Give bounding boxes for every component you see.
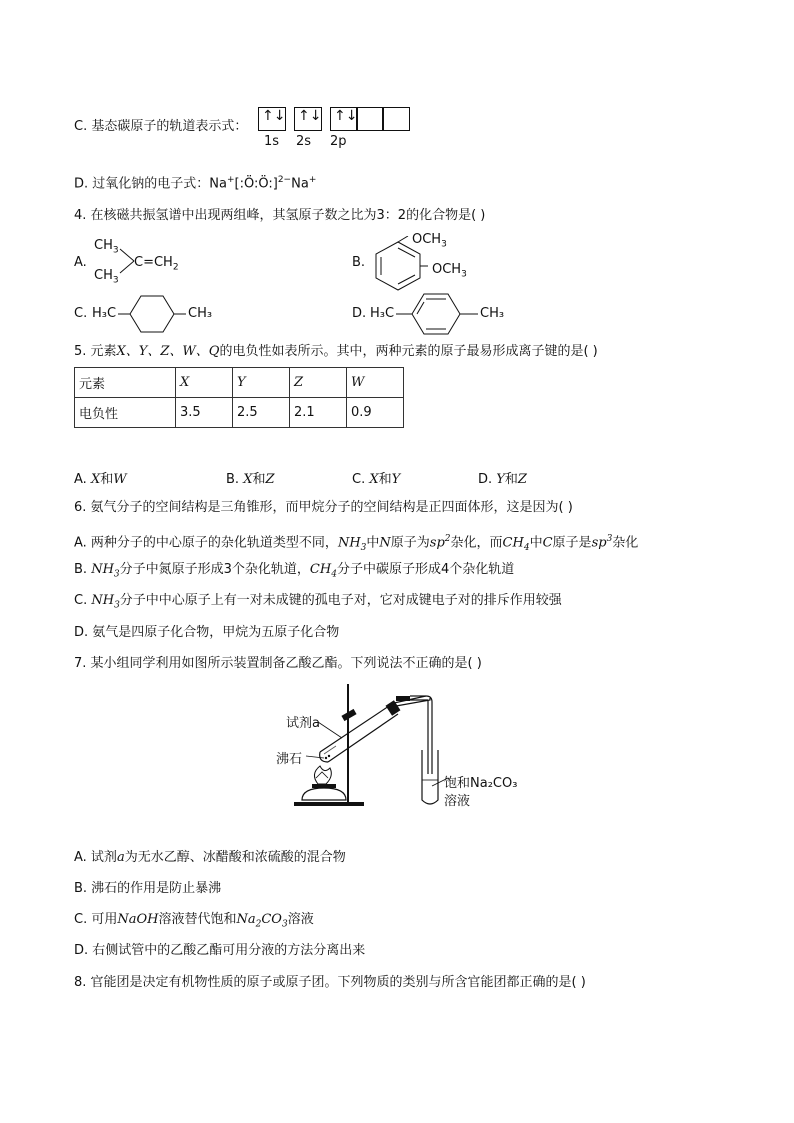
q4-c-cyclohexane-ring [118,292,186,338]
orbital-2s-arrows: ↑↓ [298,108,322,124]
q5-option-c: C. X和Y [352,472,401,487]
electronegativity-table [74,367,404,428]
table-header-cell: X [176,368,233,398]
figure-label-solution: 溶液 [444,794,471,809]
table-cell: 3.5 [176,398,233,428]
q4-d-right-methyl: CH₃ [480,306,505,321]
q6-option-b: B. $NH_3$分子中氮原子形成3个杂化轨道，$CH_4$分子中碳原子形成4个杂化轨道 [74,562,515,580]
orbital-label-2s: 2s [296,134,312,149]
q5-option-d: D. Y和Z [478,472,527,487]
table-cell: 2.1 [290,398,347,428]
q4-a-ch3-top: $CH_3$ [94,238,119,256]
figure-label-reagent-a: 试剂a [286,716,320,731]
q4-d-benzene-ring [396,290,480,338]
q4-option-a-letter: A. [74,255,87,270]
figure-label-boiling-stone: 沸石 [276,752,303,767]
q7-option-c: C. 可用NaOH溶液替代饱和$Na_2CO_3$溶液 [74,912,314,930]
q4-c-right-methyl: CH₃ [188,306,213,321]
q5-option-a: A. X和W [74,472,127,487]
orbital-1s-arrows: ↑↓ [262,108,286,124]
q8-stem: 8. 官能团是决定有机物性质的原子或原子团。下列物质的类别与所含官能团都正确的是( ) [74,975,586,990]
q6-option-a: A. 两种分子的中心原子的杂化轨道类型不同，$NH_3$中N原子为$sp^2$杂化，而$CH_4$中C原子是$sp^3$杂化 [74,534,639,553]
table-header-row [75,368,404,398]
q3-option-c: C. 基态碳原子的轨道表示式： [74,119,248,134]
table-header-cell: W [347,368,404,398]
q4-option-c-letter: C. [74,306,88,321]
q4-d-left-methyl: H₃C [370,306,395,321]
q4-b-och3-right: $OCH_3$ [432,262,467,280]
q4-option-d-letter: D. [352,306,367,321]
q6-option-d: D. 氨气是四原子化合物，甲烷为五原子化合物 [74,625,340,640]
q7-stem: 7. 某小组同学利用如图所示装置制备乙酸乙酯。下列说法不正确的是( ) [74,656,482,671]
orbital-2p-box-3 [382,107,410,131]
orbital-label-1s: 1s [264,134,280,149]
q4-c-left-methyl: H₃C [92,306,117,321]
orbital-label-2p: 2p [330,134,347,149]
q5-option-b: B. X和Z [226,472,275,487]
table-cell: 电负性 [75,398,176,428]
figure-label-saturated-na2co3: 饱和Na₂CO₃ [444,776,518,791]
q6-option-c: C. $NH_3$分子中中心原子上有一对未成键的孤电子对，它对成键电子对的排斥作用较强 [74,593,562,611]
q4-a-bonds [118,246,138,276]
q7-option-d: D. 右侧试管中的乙酸乙酯可用分液的方法分离出来 [74,943,366,958]
orbital-2p-arrows: ↑↓ [334,108,358,124]
q4-a-c-ch2: $C=CH_2$ [134,255,179,273]
q4-stem: 4. 在核磁共振氢谱中出现两组峰，其氢原子数之比为3：2的化合物是( ) [74,208,486,223]
table-cell: 2.5 [233,398,290,428]
q5-stem: 5. 元素X、Y、Z、W、Q的电负性如表所示。其中，两种元素的原子最易形成离子键的是( ) [74,344,598,359]
q7-option-b: B. 沸石的作用是防止暴沸 [74,881,222,896]
table-header-cell: Z [290,368,347,398]
q4-b-och3-top: $OCH_3$ [412,232,447,250]
esterification-apparatus-figure [280,682,540,812]
orbital-2p-box-2 [356,107,384,131]
q4-option-b-letter: B. [352,255,366,270]
q7-option-a: A. 试剂a为无水乙醇、冰醋酸和浓硫酸的混合物 [74,850,346,865]
q3-option-d: D. 过氧化钠的电子式：Na+[:Ö:Ö:]$^{2-}$Na+ [74,175,317,192]
table-header-cell: Y [233,368,290,398]
table-cell: 0.9 [347,398,404,428]
table-row [75,398,404,428]
q6-stem: 6. 氨气分子的空间结构是三角锥形，而甲烷分子的空间结构是正四面体形，这是因为( ) [74,500,573,515]
table-header-cell: 元素 [75,368,176,398]
q4-a-ch3-bottom: $CH_3$ [94,268,119,286]
